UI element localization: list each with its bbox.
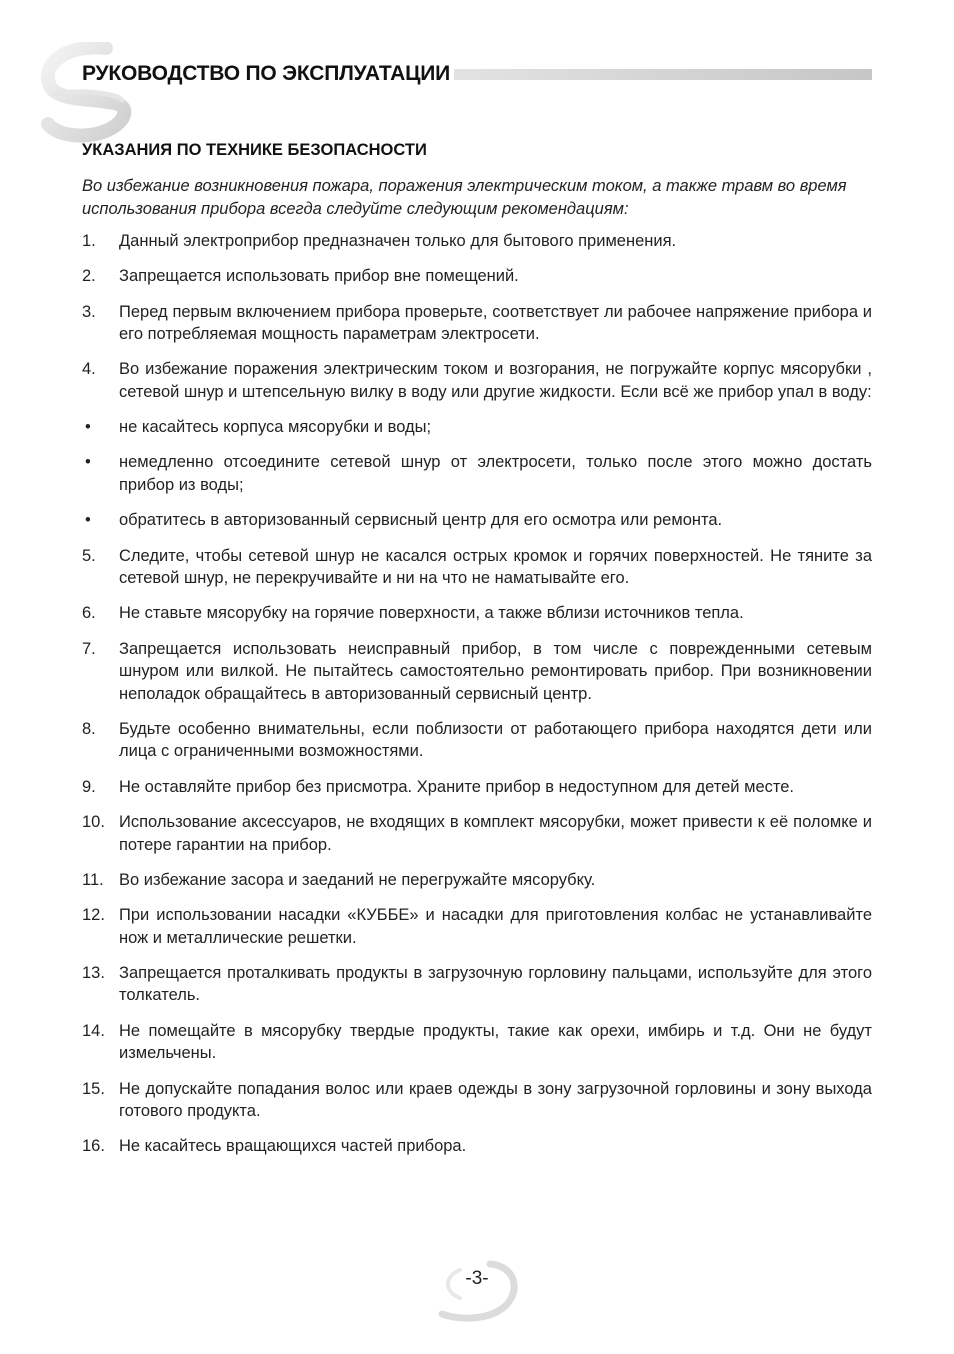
- item-text: Перед первым включением прибора проверьте, соответствует ли рабочее напряжение прибора и его потребляемая мощность параметрам электросети.: [119, 302, 872, 344]
- item-number: 13.: [82, 963, 105, 982]
- item-number: 15.: [82, 1079, 105, 1098]
- item-number: 10.: [82, 813, 105, 832]
- item-number: 1.: [82, 232, 96, 250]
- list-item: [82, 638, 872, 706]
- list-item: [82, 1020, 872, 1065]
- item-text: не касайтесь корпуса мясорубки и воды;: [119, 418, 432, 437]
- item-number: 6.: [82, 604, 96, 623]
- bullet-marker: •: [85, 418, 91, 437]
- list-item: [82, 509, 872, 532]
- list-item: [82, 904, 872, 949]
- item-number: 3.: [82, 302, 96, 321]
- item-number: 12.: [82, 906, 105, 925]
- bullet-marker: •: [85, 511, 91, 530]
- item-text: Не допускайте попадания волос или краев одежды в зону загрузочной горловины и зону выхода готового продукта.: [119, 1079, 872, 1121]
- item-text: Во избежание засора и заеданий не перегружайте мясорубку.: [119, 870, 596, 889]
- list-item: [82, 718, 872, 763]
- list-item: [82, 416, 872, 439]
- item-text: Запрещается проталкивать продукты в загрузочную горловину пальцами, используйте для этого толкатель.: [119, 963, 872, 1005]
- list-item: [82, 602, 872, 625]
- item-text: Не оставляйте прибор без присмотра. Храните прибор в недоступном для детей месте.: [119, 777, 795, 796]
- bullet-marker: •: [85, 453, 91, 472]
- item-text: Следите, чтобы сетевой шнур не касался острых кромок и горячих поверхностей. Не тяните за сетевой шнур, не перекручивайте и ни на что не наматывайте его.: [119, 546, 872, 588]
- list-item: [82, 358, 872, 403]
- list-item: [82, 265, 872, 288]
- item-text: Данный электроприбор предназначен только для бытового применения.: [119, 232, 677, 250]
- item-number: 11.: [82, 870, 104, 889]
- item-text: Запрещается использовать прибор вне помещений.: [119, 267, 519, 286]
- list-item: [82, 962, 872, 1007]
- item-text: Не помещайте в мясорубку твердые продукты, такие как орехи, имбирь и т.д. Они не будут измельчены.: [119, 1021, 872, 1063]
- safety-instructions-list: [82, 230, 872, 1171]
- item-number: 2.: [82, 267, 96, 286]
- header: [82, 60, 872, 88]
- section-intro: Во избежание возникновения пожара, поражения электрическим током, а также травм во время использования прибора всегда следуйте следующим рекомендациям:: [82, 177, 847, 218]
- item-text: При использовании насадки «КУББЕ» и насадки для приготовления колбас не устанавливайте нож и металлические решетки.: [119, 906, 872, 947]
- item-number: 4.: [82, 360, 96, 379]
- list-item: [82, 1135, 872, 1158]
- item-text: Не ставьте мясорубку на горячие поверхности, а также вблизи источников тепла.: [119, 604, 744, 623]
- list-item: [82, 1078, 872, 1123]
- list-item: [82, 869, 872, 892]
- item-text: Не касайтесь вращающихся частей прибора.: [119, 1137, 467, 1156]
- decorative-swirl-icon: [36, 42, 146, 152]
- item-text: Запрещается использовать неисправный прибор, в том числе с поврежденными сетевым шнуром или вилкой. Не пытайтесь самостоятельно ремонтировать прибор. При возникновении неполадок обращайтесь в авторизованный сервисный центр.: [119, 639, 872, 703]
- list-item: [82, 451, 872, 496]
- page-title: РУКОВОДСТВО ПО ЭКСПЛУАТАЦИИ: [82, 60, 454, 88]
- item-number: 5.: [82, 546, 96, 565]
- item-number: 9.: [82, 777, 96, 796]
- item-text: немедленно отсоедините сетевой шнур от электросети, только после этого можно достать прибор из воды;: [119, 453, 872, 494]
- item-number: 16.: [82, 1137, 105, 1156]
- page-number: -3-: [465, 1268, 489, 1289]
- list-item: [82, 301, 872, 346]
- section-title: УКАЗАНИЯ ПО ТЕХНИКЕ БЕЗОПАСНОСТИ: [82, 141, 427, 159]
- item-number: 14.: [82, 1021, 105, 1040]
- item-number: 8.: [82, 719, 96, 738]
- list-item: [82, 776, 872, 799]
- item-text: Использование аксессуаров, не входящих в комплект мясорубки, может привести к её поломке и потере гарантии на прибор.: [119, 813, 872, 854]
- item-number: 7.: [82, 639, 96, 658]
- item-text: Во избежание поражения электрическим током и возгорания, не погружайте корпус мясорубки , сетевой шнур и штепсельную вилку в воду или другие жидкости. Если всё же прибор упал в воду:: [119, 360, 872, 401]
- list-item: [82, 811, 872, 856]
- item-text: обратитесь в авторизованный сервисный центр для его осмотра или ремонта.: [119, 511, 723, 530]
- list-item: [82, 230, 872, 253]
- item-text: Будьте особенно внимательны, если поблизости от работающего прибора находятся дети или лица с ограниченными возможностями.: [119, 719, 872, 761]
- list-item: [82, 545, 872, 590]
